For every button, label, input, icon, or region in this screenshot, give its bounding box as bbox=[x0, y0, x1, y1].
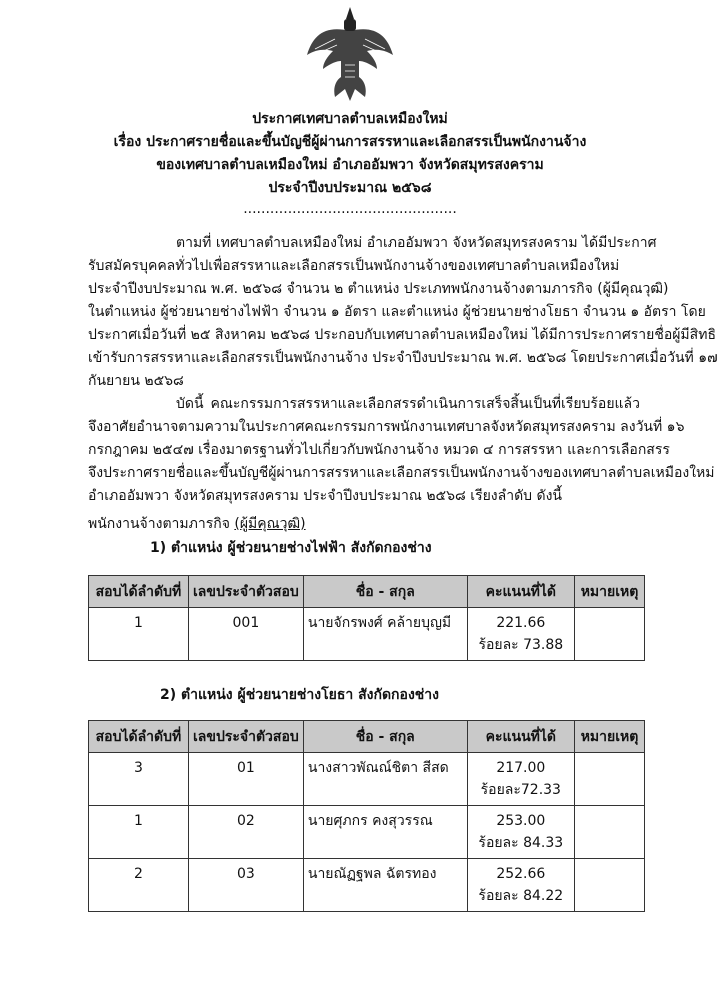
score-value: 252.66 bbox=[496, 866, 546, 882]
fiscal-year: ประจำปีงบประมาณ ๒๕๖๘ bbox=[268, 180, 432, 196]
text-line: ประกาศเมื่อวันที่ ๒๕ สิงหาคม ๒๕๖๘ ประกอบกับเทศบาลตำบลเหมืองใหม่ ได้มีการประกาศรายชื่อผู้มีสิทธิ bbox=[88, 327, 716, 343]
results-table-electrical bbox=[88, 575, 645, 661]
text-line: กันยายน ๒๕๖๘ bbox=[88, 373, 184, 389]
category-heading bbox=[88, 513, 306, 535]
note bbox=[575, 608, 645, 661]
category-qualifier: (ผู้มีคุณวุฒิ) bbox=[234, 516, 306, 532]
text-line: รับสมัครบุคคลทั่วไปเพื่อสรรหาและเลือกสรรเป็นพนักงานจ้างของเทศบาลตำบลเหมืองใหม่ bbox=[88, 258, 620, 274]
text-line: ในตำแหน่ง ผู้ช่วยนายช่างไฟฟ้า จำนวน ๑ อัตรา และตำแหน่ง ผู้ช่วยนายช่างโยธา จำนวน ๑ อัตรา โดย bbox=[88, 304, 706, 320]
col-exam-id: เลขประจำตัวสอบ bbox=[188, 576, 303, 608]
score-value: 221.66 bbox=[496, 615, 546, 631]
score bbox=[467, 753, 574, 806]
exam-id: 01 bbox=[188, 753, 303, 806]
note bbox=[575, 859, 645, 912]
score-value: 253.00 bbox=[496, 813, 546, 829]
table-header-row bbox=[89, 721, 645, 753]
score-percent: ร้อยละ 73.88 bbox=[478, 637, 564, 653]
announcement-subject-line2: ของเทศบาลตำบลเหมืองใหม่ อำเภออัมพวา จังหวัดสมุทรสงคราม bbox=[156, 157, 544, 173]
col-name: ชื่อ - สกุล bbox=[303, 576, 467, 608]
announcement-title: ประกาศเทศบาลตำบลเหมืองใหม่ bbox=[252, 111, 448, 127]
candidate-name: นายศุภกร คงสุวรรณ bbox=[303, 806, 467, 859]
table-row bbox=[89, 859, 645, 912]
section-1-title: 1) ตำแหน่ง ผู้ช่วยนายช่างไฟฟ้า สังกัดกองช่าง bbox=[150, 540, 432, 556]
results-table-civil bbox=[88, 720, 645, 912]
text-line: ตามที่ เทศบาลตำบลเหมืองใหม่ อำเภออัมพวา จังหวัดสมุทรสงคราม ได้มีประกาศ bbox=[176, 235, 657, 251]
paragraph-2 bbox=[88, 393, 715, 508]
text-line: จึงอาศัยอำนาจตามความในประกาศคณะกรรมการพนักงานเทศบาลจังหวัดสมุทรสงคราม ลงวันที่ ๑๖ bbox=[88, 419, 685, 435]
garuda-emblem bbox=[305, 5, 395, 105]
rank: 3 bbox=[89, 753, 189, 806]
text-line: ประจำปีงบประมาณ พ.ศ. ๒๕๖๘ จำนวน ๒ ตำแหน่ง ประเภทพนักงานจ้างตามภารกิจ (ผู้มีคุณวุฒิ) bbox=[88, 281, 669, 297]
exam-id: 001 bbox=[188, 608, 303, 661]
table-row bbox=[89, 806, 645, 859]
col-rank: สอบได้ลำดับที่ bbox=[89, 721, 189, 753]
score-percent: ร้อยละ72.33 bbox=[480, 782, 561, 798]
paragraph-1 bbox=[88, 232, 718, 393]
col-score: คะแนนที่ได้ bbox=[467, 721, 574, 753]
col-note: หมายเหตุ bbox=[575, 576, 645, 608]
rank: 1 bbox=[89, 806, 189, 859]
score bbox=[467, 859, 574, 912]
candidate-name: นางสาวพัณณ์ชิตา สีสด bbox=[303, 753, 467, 806]
text-line: กรกฎาคม ๒๕๔๗ เรื่องมาตรฐานทั่วไปเกี่ยวกับพนักงานจ้าง หมวด ๔ การสรรหา และการเลือกสรร bbox=[88, 442, 670, 458]
rank: 1 bbox=[89, 608, 189, 661]
text-line: เข้ารับการสรรหาและเลือกสรรเป็นพนักงานจ้าง ประจำปีงบประมาณ พ.ศ. ๒๕๖๘ โดยประกาศเมื่อวันที่ ๑๗ bbox=[88, 350, 718, 366]
score bbox=[467, 608, 574, 661]
candidate-name: นายณัฏฐพล ฉัตรทอง bbox=[303, 859, 467, 912]
note bbox=[575, 806, 645, 859]
score-percent: ร้อยละ 84.33 bbox=[478, 835, 564, 851]
score-percent: ร้อยละ 84.22 bbox=[478, 888, 564, 904]
section-2-title: 2) ตำแหน่ง ผู้ช่วยนายช่างโยธา สังกัดกองช่าง bbox=[160, 687, 439, 703]
text-line: อำเภออัมพวา จังหวัดสมุทรสงคราม ประจำปีงบประมาณ ๒๕๖๘ เรียงลำดับ ดังนี้ bbox=[88, 488, 563, 504]
col-rank: สอบได้ลำดับที่ bbox=[89, 576, 189, 608]
table-header-row bbox=[89, 576, 645, 608]
score bbox=[467, 806, 574, 859]
note bbox=[575, 753, 645, 806]
candidate-name: นายจักรพงศ์ คล้ายบุญมี bbox=[303, 608, 467, 661]
text-line: จึงประกาศรายชื่อและขึ้นบัญชีผู้ผ่านการสรรหาและเลือกสรรเป็นพนักงานจ้างของเทศบาลตำบลเหมืองใหม่ bbox=[88, 465, 715, 481]
score-value: 217.00 bbox=[496, 760, 546, 776]
separator-dots: ................................................ bbox=[243, 201, 457, 217]
table-row bbox=[89, 753, 645, 806]
text-line: บัดนี้ คณะกรรมการสรรหาและเลือกสรรดำเนินการเสร็จสิ้นเป็นที่เรียบร้อยแล้ว bbox=[176, 396, 640, 412]
announcement-subject: เรื่อง ประกาศรายชื่อและขึ้นบัญชีผู้ผ่านการสรรหาและเลือกสรรเป็นพนักงานจ้าง bbox=[113, 134, 587, 150]
col-exam-id: เลขประจำตัวสอบ bbox=[188, 721, 303, 753]
col-name: ชื่อ - สกุล bbox=[303, 721, 467, 753]
col-note: หมายเหตุ bbox=[575, 721, 645, 753]
exam-id: 03 bbox=[188, 859, 303, 912]
col-score: คะแนนที่ได้ bbox=[467, 576, 574, 608]
exam-id: 02 bbox=[188, 806, 303, 859]
table-row bbox=[89, 608, 645, 661]
category-label: พนักงานจ้างตามภารกิจ bbox=[88, 516, 230, 532]
rank: 2 bbox=[89, 859, 189, 912]
